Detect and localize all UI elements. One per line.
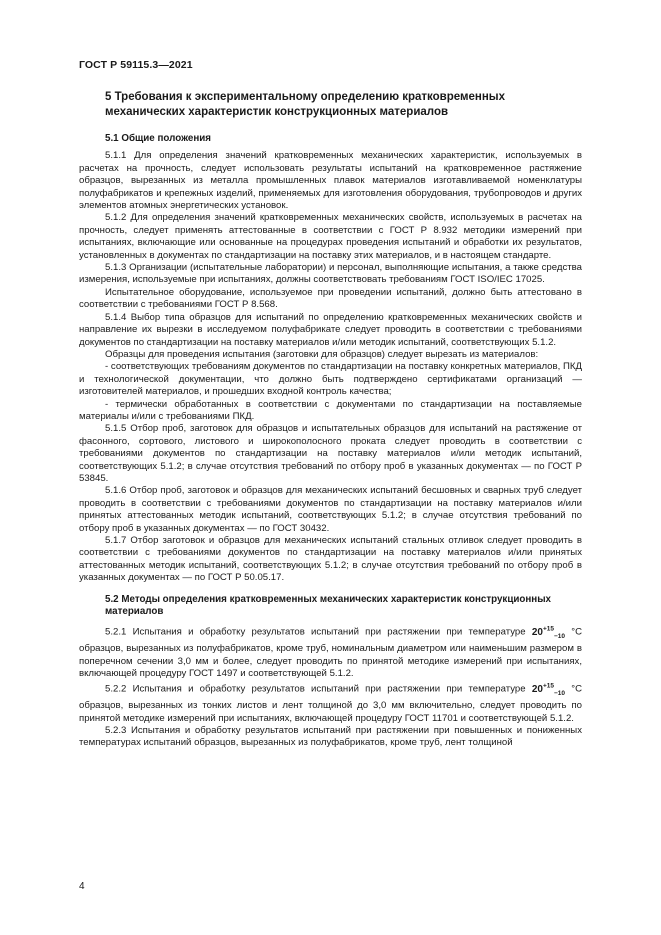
temperature-formula xyxy=(532,627,565,638)
paragraph-5-2-1-lead: 5.2.1 Испытания и обработку результатов испытаний при растяжении при температуре xyxy=(105,626,526,638)
paragraph-5-1-6: 5.1.6 Отбор проб, заготовок и образцов для механических испытаний бесшовных и сварных труб следует проводить в соответствии с требованиями документов по стандартизации на поставку материалов и/или принятых аттестованных методик испытаний, соответствующих 5.1.2; в случае отсутствия требований по отбору проб в указанных документах — по ГОСТ 30432. xyxy=(79,485,582,534)
paragraph-5-1-7: 5.1.7 Отбор заготовок и образцов для механических испытаний стальных отливок следует проводить в соответствии с требованиями документов по стандартизации на поставку материалов и/или принятых аттестованных методик испытаний, соответствующих 5.1.2; в случае отсутствия требований по отбору проб в указанных документах — по ГОСТ Р 50.05.17. xyxy=(79,535,582,584)
page-content xyxy=(79,90,582,750)
temperature-base: 20 xyxy=(531,626,543,638)
temperature-unit: °С xyxy=(571,683,583,695)
temperature-base: 20 xyxy=(531,683,543,695)
paragraph-5-1-1: 5.1.1 Для определения значений кратковременных механических характеристик, используемых в расчетах на прочность, следует использовать результаты испытаний на кратковременное растяжение образцов, вырезанных из металла промышленных плавок материалов изготавливаемой номенклатуры полуфабрикатов и крепежных изделий, применяемых для изготовления оборудования, трубопроводов и других элементов атомных энергетических установок. xyxy=(79,150,582,212)
subsection-title-5-1: 5.1 Общие положения xyxy=(105,133,212,144)
paragraph-5-2-3: 5.2.3 Испытания и обработку результатов испытаний при растяжении при повышенных и пониженных температурах испытаний образцов, вырезанных из полуфабрикатов, кроме труб, лент толщиной xyxy=(79,724,582,749)
subsection-title-5-2: 5.2 Методы определения кратковременных механических характеристик конструкционных материалов xyxy=(105,593,552,618)
paragraph-5-1-2: 5.1.2 Для определения значений кратковременных механических свойств, используемых в расчетах на прочность, следует применять аттестованные в соответствии с ГОСТ Р 8.932 методики измерений при испытаниях, включающие или основанные на процедурах проведения испытаний и обработки их результатов, установленных в документах по стандартизации на поставку этих материалов, и в настоящем стандарте. xyxy=(79,212,582,261)
paragraph-5-1-5: 5.1.5 Отбор проб, заготовок для образцов и испытательных образцов для испытаний на растяжение от фасонного, сортового, листового и широкополосного проката следует проводить в соответствии с требованиями документов по стандартизации на поставку материалов и/или методик испытаний, соответствующих 5.1.2; в случае отсутствия требований по отбору проб в указанных документах — по ГОСТ Р 53845. xyxy=(79,423,582,484)
paragraph-5-2-2-lead: 5.2.2 Испытания и обработку результатов испытаний при растяжении при температуре xyxy=(105,683,526,695)
section-title: 5 Требования к экспериментальному определению кратковременных механических характеристик конструкционных материалов xyxy=(105,91,506,118)
paragraph-5-2-1 xyxy=(79,623,582,680)
temperature-lower-tolerance: −10 xyxy=(553,689,565,697)
temperature-unit: °С xyxy=(571,626,583,638)
temperature-upper-tolerance: +15 xyxy=(542,682,554,690)
document-code-header: ГОСТ Р 59115.3—2021 xyxy=(79,59,193,71)
temperature-upper-tolerance: +15 xyxy=(542,625,554,633)
paragraph-5-1-3: 5.1.3 Организации (испытательные лаборатории) и персонал, выполняющие испытания, а также средства измерения, используемые при испытаниях, должны соответствовать требованиям ГОСТ ISO/IEC 17025. xyxy=(79,262,582,286)
list-item-heat-treated: - термически обработанных в соответствии с документами по стандартизации на поставляемые материалы и/или с требованиями ПКД. xyxy=(79,398,582,422)
paragraph-equipment: Испытательное оборудование, используемое при проведении испытаний, должно быть аттестовано в соответствии с требованиями ГОСТ Р 8.568. xyxy=(79,286,582,311)
paragraph-samples: Образцы для проведения испытания (заготовки для образцов) следует вырезать из материалов: xyxy=(105,348,539,360)
paragraph-5-1-4: 5.1.4 Выбор типа образцов для испытаний по определению кратковременных механических свойств и направление их вырезки в исследуемом полуфабрикате следует проводить в соответствии с требованиями документов по стандартизации на поставку материалов и/или методик испытаний, соответствующих 5.1.2. xyxy=(79,311,582,348)
list-item-requirements: - соответствующих требованиям документов по стандартизации на поставку конкретных материалов, ПКД и технологической документации, что должно быть подтверждено сертификатами организаций — изготовителей материалов, и прошедших входной контроль качества; xyxy=(79,361,582,398)
paragraph-5-2-2 xyxy=(79,680,582,725)
paragraph-5-2-2-rest: образцов, вырезанных из тонких листов и лент толщиной до 3,0 мм включительно, следует проводить по принятой методике измерений при испытаниях, включающей процедуру ГОСТ 11701 и соответствующей 5.1.2. xyxy=(79,700,582,724)
paragraph-5-2-1-rest: образцов, вырезанных из полуфабрикатов, кроме труб, номинальным диаметром или наименьшим размером в поперечном сечении 3,0 мм и более, следует проводить по принятой методике измерений при испытаниях, включающей процедуру ГОСТ 1497 и соответствующей 5.1.2. xyxy=(79,643,582,679)
page-number: 4 xyxy=(79,881,85,892)
temperature-lower-tolerance: −10 xyxy=(553,632,565,640)
temperature-formula xyxy=(532,684,565,695)
